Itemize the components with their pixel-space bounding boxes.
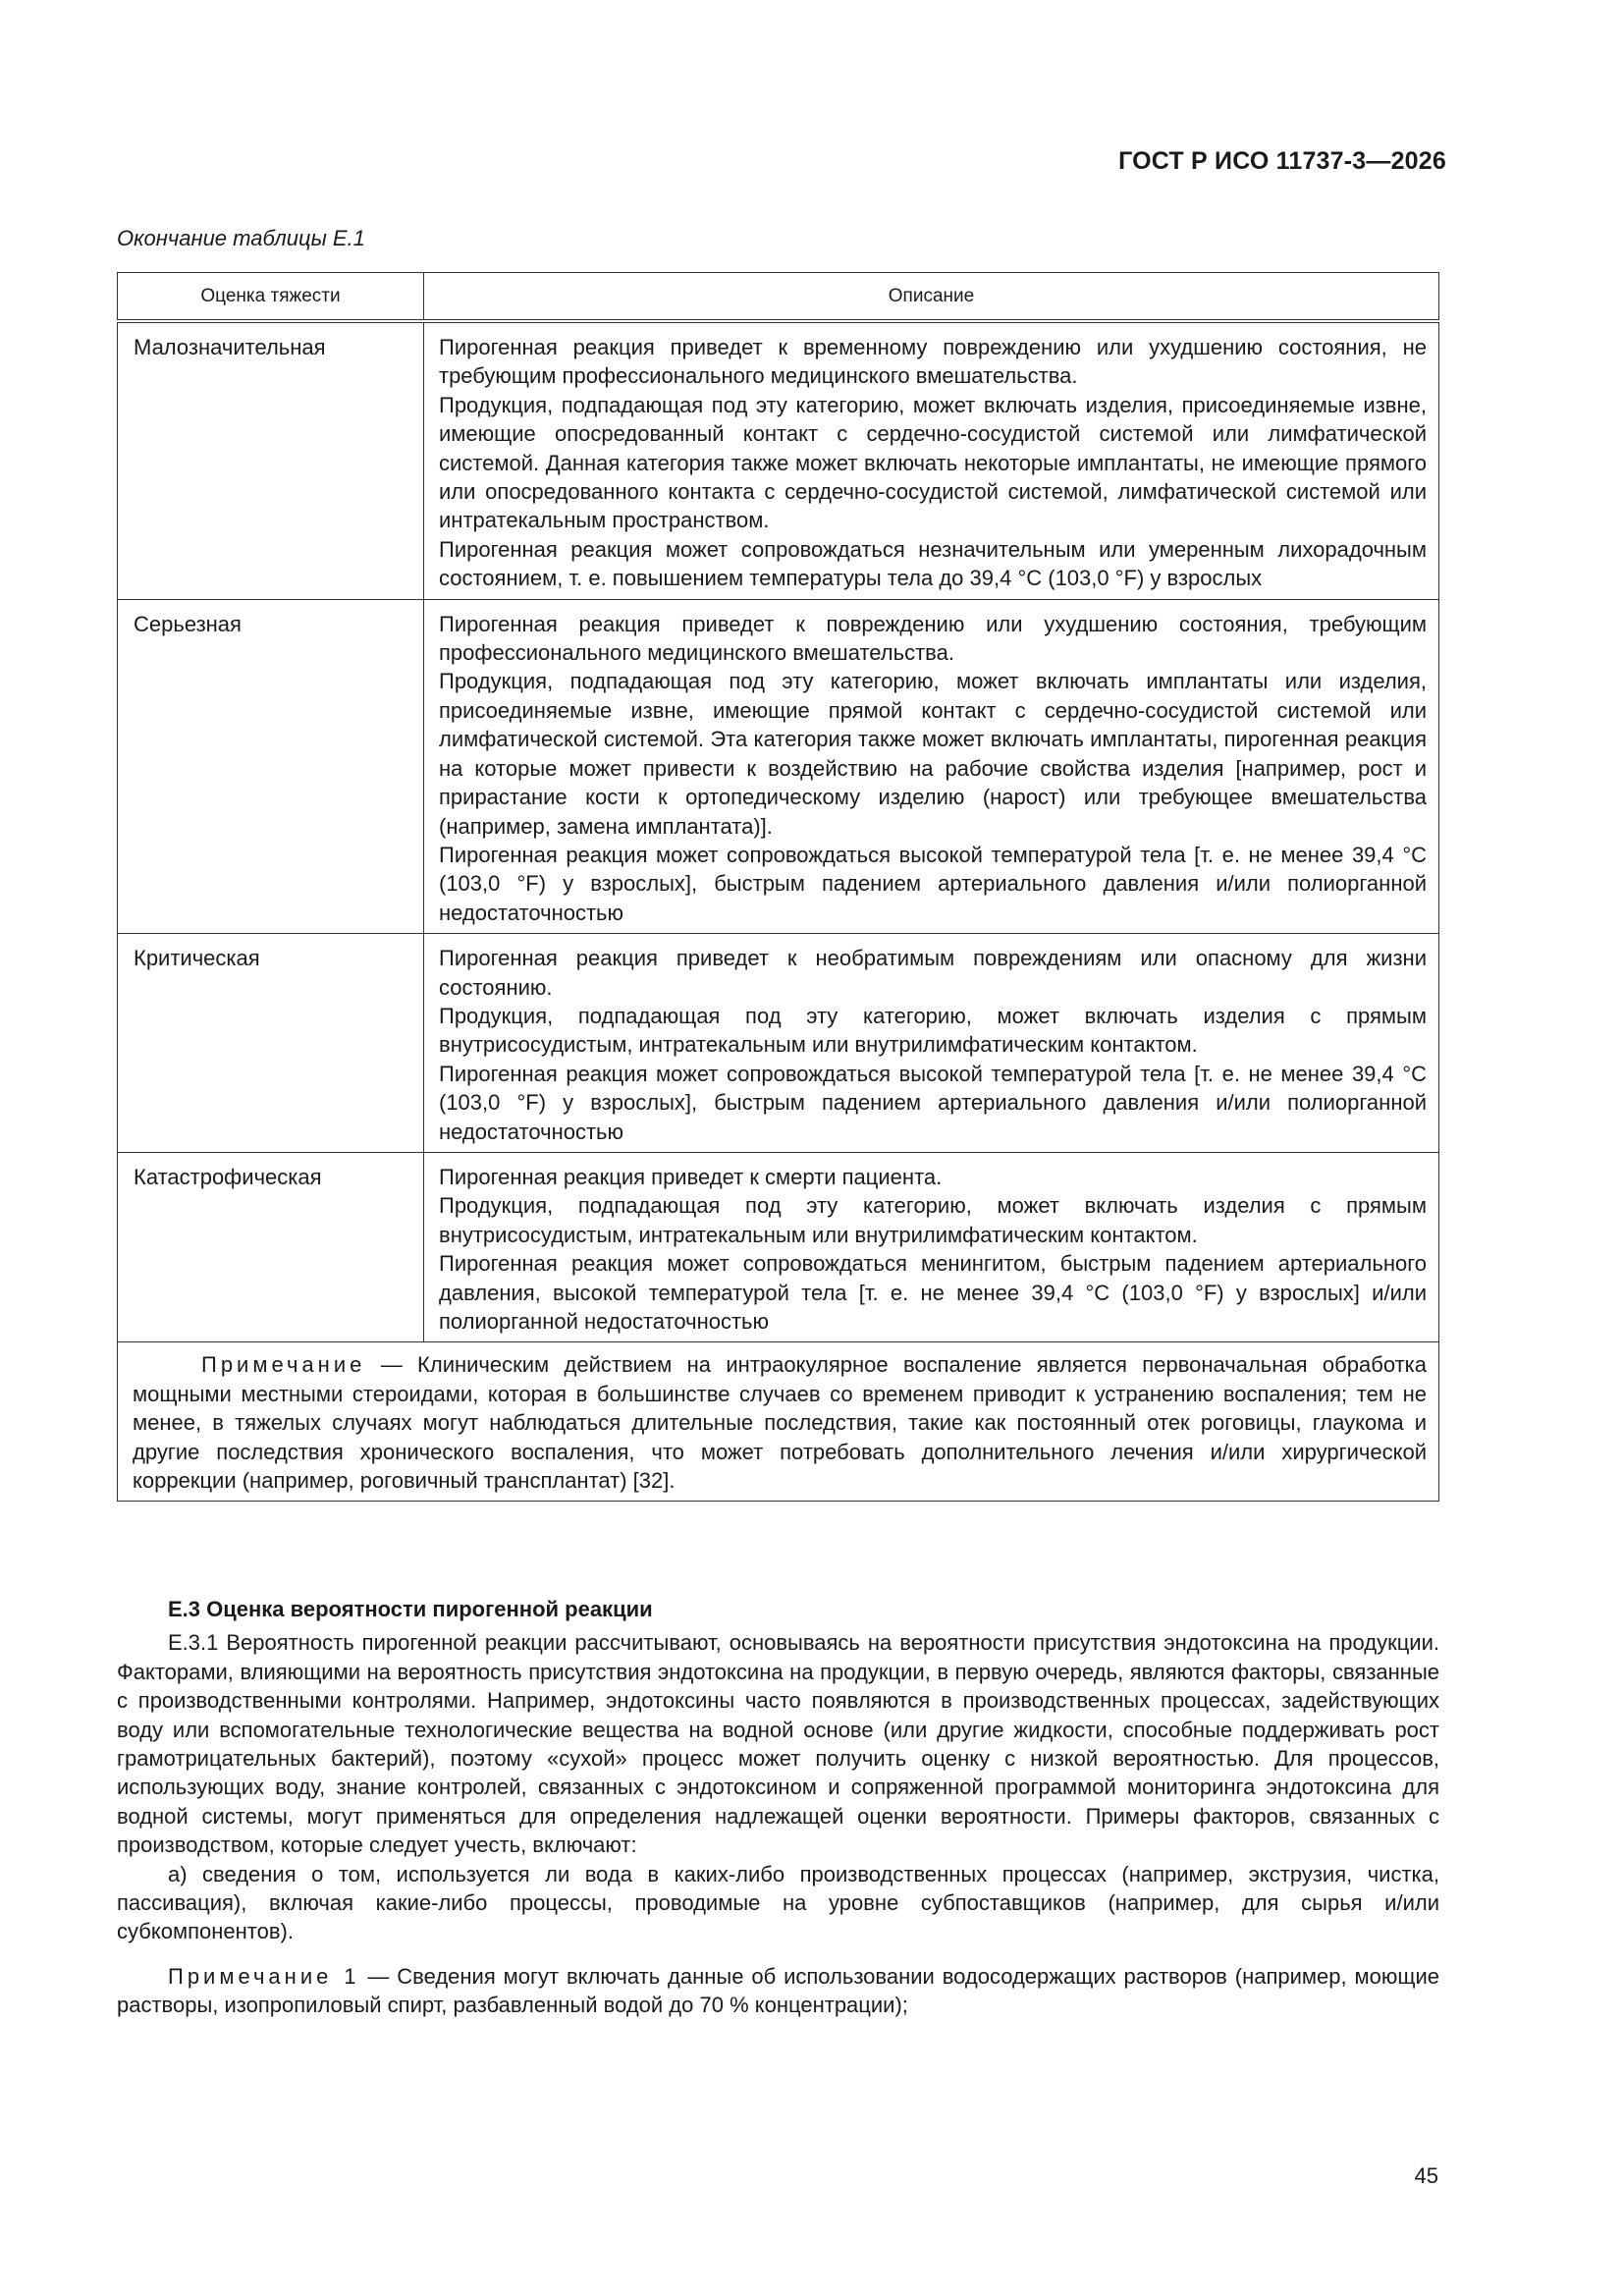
description-paragraph: Пирогенная реакция может сопровождаться высокой температурой тела [т. е. не менее 39,4 °С (103,0 °F) у взрослых], быстрым падением артериального давления и/или полиорганной недостаточностью [439, 1061, 1427, 1144]
table-header-row [118, 273, 1439, 322]
table-row [118, 599, 1439, 933]
table-caption: Окончание таблицы Е.1 [117, 226, 365, 250]
note-label: Примечание 1 [168, 1963, 360, 1989]
list-item-a: а) сведения о том, используется ли вода в каких-либо производственных процессах (например, экструзия, чистка, пассивация), включая какие-либо процессы, проводимые на уровне субпоставщиков (например, для сырья и/или субкомпонентов). [117, 1861, 1439, 1944]
description-paragraph: Продукция, подпадающая под эту категорию, может включать имплантаты или изделия, присоединяемые извне, имеющие прямой контакт с сердечно-сосудистой системой или лимфатической системой. Эта категория также может включать имплантаты, пирогенная реакция на которые может привести к воздействию на рабочие свойства изделия [например, рост и прирастание кости к ортопедическому изделию (нарост) или требующее вмешательства (например, замена имплантата)]. [439, 669, 1427, 839]
description-paragraph: Продукция, подпадающая под эту категорию, может включать изделия, присоединяемые извне, имеющие опосредованный контакт с сердечно-сосудистой системой или лимфатической системой. Данная категория также может включать некоторые имплантаты, не имеющие прямого или опосредованного контакта с сердечно-сосудистой системой, лимфатической системой или интратекальным пространством. [439, 392, 1427, 533]
severity-description [424, 599, 1439, 933]
column-header-severity: Оценка тяжести [118, 273, 424, 322]
table-note [118, 1342, 1439, 1502]
severity-description [424, 321, 1439, 599]
description-paragraph: Пирогенная реакция приведет к смерти пациента. [439, 1164, 943, 1189]
description-paragraph: Пирогенная реакция может сопровождаться высокой температурой тела [т. е. не менее 39,4 °С (103,0 °F) у взрослых], быстрым падением артериального давления и/или полиорганной недостаточностью [439, 842, 1427, 925]
page-number: 45 [1414, 2163, 1438, 2188]
severity-description [424, 934, 1439, 1153]
section-paragraph: Е.3.1 Вероятность пирогенной реакции рассчитывают, основываясь на вероятности присутствия эндотоксина на продукции. Факторами, влияющими на вероятность присутствия эндотоксина на продукции, в первую очередь, являются факторы, связанные с производственными контролями. Например, эндотоксины часто появляются в производственных процессах, задействующих воду или вспомогательные технологические вещества на водной основе (или другие жидкости, способные поддерживать рост грамотрицательных бактерий), поэтому «сухой» процесс может получить оценку с низкой вероятностью. Для процессов, использующих воду, знание контролей, связанных с эндотоксином и сопряженной программой мониторинга эндотоксина для водной системы, могут применяться для определения надлежащей оценки вероятности. Примеры факторов, связанных с производством, которые следует учесть, включают: [117, 1630, 1439, 1858]
severity-level: Малозначительная [118, 321, 424, 599]
note-label: Примечание [201, 1352, 366, 1378]
severity-description [424, 1152, 1439, 1341]
table-row [118, 321, 1439, 599]
description-paragraph: Продукция, подпадающая под эту категорию, может включать изделия с прямым внутрисосудистым, интратекальным или внутрилимфатическим контактом. [439, 1193, 1427, 1247]
severity-table [117, 272, 1439, 1502]
description-paragraph: Продукция, подпадающая под эту категорию, может включать изделия с прямым внутрисосудистым, интратекальным или внутрилимфатическим контактом. [439, 1003, 1427, 1058]
note-text: — Сведения могут включать данные об использовании водосодержащих растворов (например, моющие растворы, изопропиловый спирт, разбавленный водой до 70 % концентрации); [117, 1963, 1439, 2018]
description-paragraph: Пирогенная реакция приведет к временному повреждению или ухудшению состояния, не требующим профессионального медицинского вмешательства. [439, 335, 1427, 389]
description-paragraph: Пирогенная реакция может сопровождаться незначительным или умеренным лихорадочным состоянием, т. е. повышением температуры тела до 39,4 °С (103,0 °F) у взрослых [439, 536, 1427, 591]
description-paragraph: Пирогенная реакция приведет к повреждению или ухудшению состояния, требующим профессионального медицинского вмешательства. [439, 611, 1427, 666]
severity-level: Серьезная [118, 599, 424, 933]
section-heading: Е.3 Оценка вероятности пирогенной реакции [168, 1597, 653, 1621]
table-note-row [118, 1342, 1439, 1502]
document-code: ГОСТ Р ИСО 11737-3—2026 [1118, 147, 1446, 175]
section-note-1 [117, 1962, 1439, 2020]
table-row [118, 1152, 1439, 1341]
description-paragraph: Пирогенная реакция может сопровождаться менингитом, быстрым падением артериального давления, высокой температурой тела [т. е. не менее 39,4 °С (103,0 °F) у взрослых] и/или полиорганной недостаточностью [439, 1251, 1427, 1334]
description-paragraph: Пирогенная реакция приведет к необратимым повреждениям или опасному для жизни состоянию. [439, 946, 1427, 1000]
section-body [117, 1595, 1439, 2020]
note-text: — Клиническим действием на интраокулярное воспаление является первоначальная обработка мощными местными стероидами, которая в большинстве случаев со временем приводит к устранению воспаления; тем не менее, в тяжелых случаях могут наблюдаться длительные последствия, такие как постоянный отек роговицы, глаукома и другие последствия хронического воспаления, что может потребовать дополнительного лечения и/или хирургической коррекции (например, роговичный трансплантат) [32]. [133, 1352, 1427, 1494]
column-header-description: Описание [424, 273, 1439, 322]
table-row [118, 934, 1439, 1153]
severity-level: Катастрофическая [118, 1152, 424, 1341]
severity-level: Критическая [118, 934, 424, 1153]
